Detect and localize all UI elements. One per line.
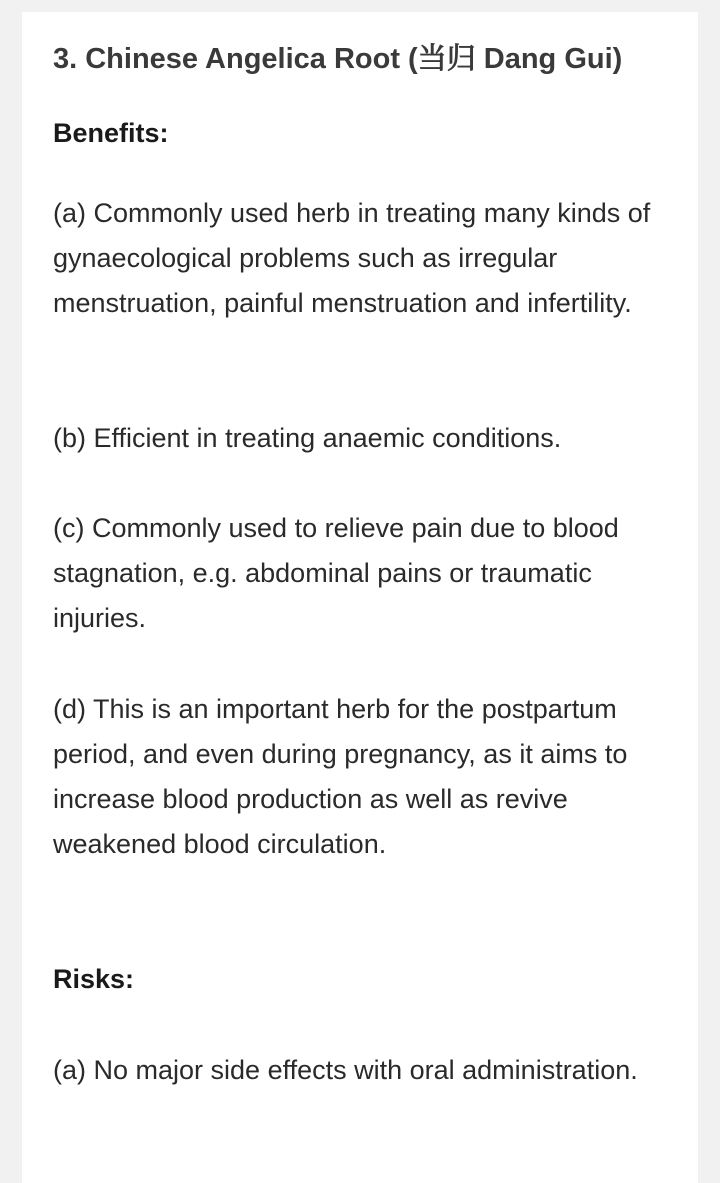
risk-item-a: (a) No major side effects with oral administration.: [53, 1055, 638, 1085]
benefit-item-d: (d) This is an important herb for the postpartum period, and even during pregnancy, as it aims to increase blood production as well as revive weakened blood circulation.: [53, 694, 628, 859]
benefit-item-a: (a) Commonly used herb in treating many kinds of gynaecological problems such as irregular menstruation, painful menstruation and infertility.: [53, 198, 651, 318]
benefit-item-b: (b) Efficient in treating anaemic conditions.: [53, 423, 562, 453]
benefit-item-c: (c) Commonly used to relieve pain due to blood stagnation, e.g. abdominal pains or traumatic injuries.: [53, 513, 619, 633]
risks-label: Risks:: [53, 964, 135, 994]
article-card: [22, 12, 698, 1183]
section-title: 3. Chinese Angelica Root (当归 Dang Gui): [53, 43, 623, 75]
benefits-label: Benefits:: [53, 118, 169, 148]
